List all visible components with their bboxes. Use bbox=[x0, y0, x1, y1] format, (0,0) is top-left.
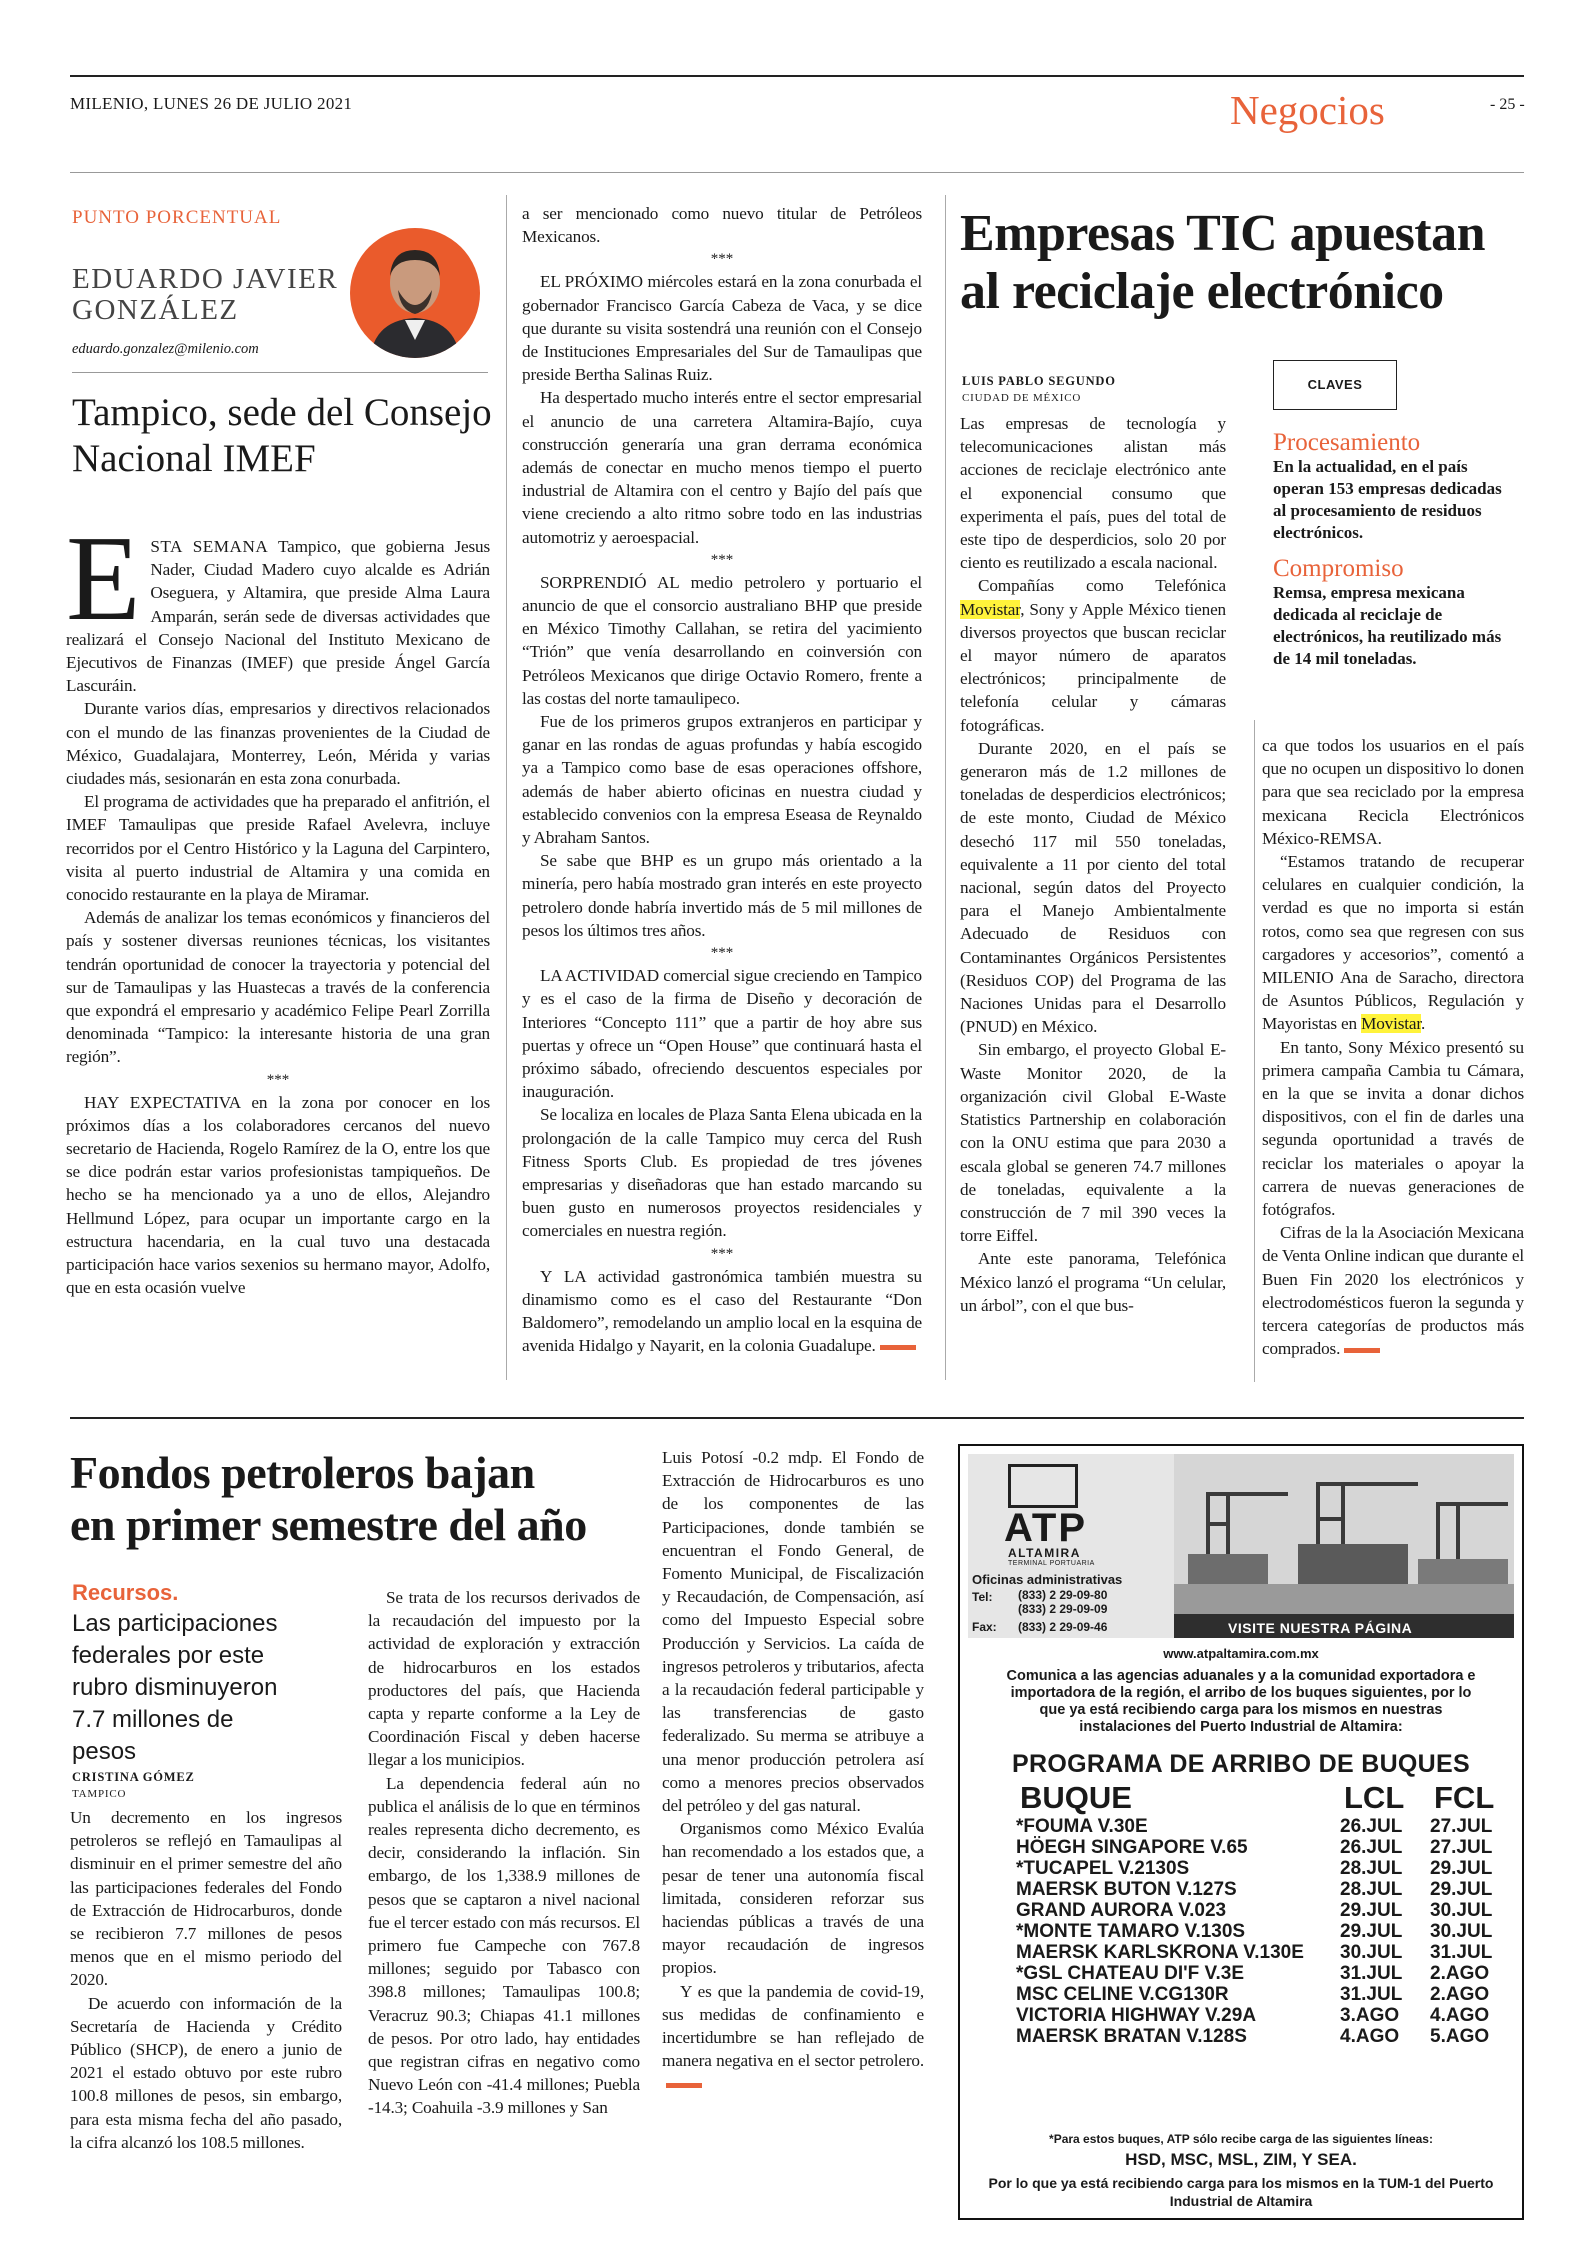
paragraph-text: , Sony y Apple México tienen diversos proyectos que buscan reciclar el mayor número de aparatos electrónicos; principalmente de telefonía celular y cámaras fotográficas. bbox=[960, 599, 1226, 735]
tic-body-col2 bbox=[1262, 734, 1524, 1360]
ship-name: MAERSK KARLSKRONA V.130E bbox=[1016, 1942, 1304, 1963]
ship-row bbox=[1016, 1942, 1516, 1963]
tic-paragraph: Las empresas de tecnología y telecomunicaciones alistan más acciones de reciclaje electrónico ante el exponencial consumo que experimenta el país, pues del total de este tipo de desperdicios, solo 20 por ciento es reutilizado a escala nacional. bbox=[960, 414, 1226, 573]
author-email[interactable]: eduardo.gonzalez@milenio.com bbox=[72, 341, 259, 357]
lead-caps: STA SEMANA bbox=[150, 537, 269, 556]
ship-name: MSC CELINE V.CG130R bbox=[1016, 1984, 1229, 2005]
claves-text: En la actualidad, en el país operan 153 empresas dedicadas al procesamiento de residuos electrónicos. bbox=[1273, 457, 1502, 542]
fondos-body-col2 bbox=[368, 1586, 640, 2120]
atp-logo-sub: ALTAMIRA bbox=[1008, 1546, 1081, 1560]
column-headline: Tampico, sede del Consejo Nacional IMEF bbox=[72, 391, 492, 480]
claves-panel bbox=[1273, 430, 1518, 678]
ship-lcl: 29.JUL bbox=[1340, 1921, 1403, 1942]
ship-row bbox=[1016, 1837, 1516, 1858]
column-paragraph bbox=[522, 571, 922, 710]
separator-stars: *** bbox=[710, 1245, 734, 1262]
ad-top-band bbox=[968, 1454, 1514, 1638]
section-title: Negocios bbox=[1230, 87, 1385, 133]
tic-paragraph: Durante 2020, en el país se generaron más de 1.2 millones de toneladas de desperdicios electrónicos; de este monto, Ciudad de México desechó 117 mil 550 toneladas, equivalente a 11 por ciento del total nacional, según datos del Proyecto para el Manejo Ambientalmente Adecuado de Residuos con Contaminantes Orgánicos Persistentes (Residuos COP) del Programa de las Naciones Unidas para el Desarrollo (PNUD) en México. bbox=[960, 738, 1226, 1037]
page-number: - 25 - bbox=[1490, 96, 1525, 113]
atp-logo-text: ATP bbox=[1004, 1506, 1088, 1550]
paragraph-text: Tampico, que gobierna Jesus Nader, Ciudad Madero cuyo alcalde es Adrián Oseguera, y Altamira, que preside Alma Laura Amparán, serán sede de diversas actividades que realizará el Consejo Nacional del Instituto Mexicano de Ejecutivos de Finanzas (IMEF) que preside Ángel García Lascuráin. bbox=[66, 537, 490, 696]
ship-fcl: 29.JUL bbox=[1430, 1879, 1493, 1900]
column-paragraph: Fue de los primeros grupos extranjeros en participar y ganar en las rondas de aguas profundas y había escogido ya a Tampico como base de esas operaciones offshore, además de haber abierto oficinas en nuestra ciudad y establecido convenios con la empresa Eseasa de Reynaldo y Abraham Santos. bbox=[522, 712, 922, 848]
ship-name: HÖEGH SINGAPORE V.65 bbox=[1016, 1837, 1248, 1858]
ship-row bbox=[1016, 1879, 1516, 1900]
ship-fcl: 27.JUL bbox=[1430, 1816, 1493, 1837]
fondos-paragraph: Luis Potosí -0.2 mdp. El Fondo de Extracción de Hidrocarburos es uno de los componentes de las Participaciones, donde también se encuentran el Fondo General, de Fomento Municipal, de Fiscalización y Recaudación, de Compensación, así como del Impuesto Especial sobre Producción y Servicios. La caída de ingresos petroleros y tributarios, afecta a la recaudación federal participable y las transferencias de gasto federalizado. Su merma se atribuye a una menor producción petrolera así como a menores precios observados del petróleo y del gas natural. bbox=[662, 1448, 924, 1816]
author-photo bbox=[350, 228, 480, 358]
ship-name: GRAND AURORA V.023 bbox=[1016, 1900, 1227, 1921]
column-body-col1 bbox=[66, 511, 490, 1300]
column-paragraph: El programa de actividades que ha preparado el anfitrión, el IMEF Tamaulipas que preside Rafael Avelevra, incluye recorridos por el Centro Histórico y la Laguna del Carpintero, visita al puerto industrial de Altamira y una comida en conocido restaurante en la playa de Miramar. bbox=[66, 792, 490, 905]
ship-lcl: 30.JUL bbox=[1340, 1942, 1403, 1963]
ad-notice: Comunica a las agencias aduanales y a la comunidad exportadora e importadora de la región, el arribo de los buques siguientes, por lo que ya está recibiendo carga para los mismos en nuestras instalaciones del Puerto Industrial de Altamira: bbox=[1006, 1668, 1476, 1735]
separator-stars: *** bbox=[710, 251, 734, 268]
fondos-summary: Las participaciones federales por este rubro disminuyeron 7.7 millones de pesos bbox=[72, 1610, 278, 1765]
claves-label-box bbox=[1273, 360, 1397, 410]
separator-stars: *** bbox=[710, 551, 734, 568]
ship-lcl: 28.JUL bbox=[1340, 1879, 1403, 1900]
claves-text: Remsa, empresa mexicana dedicada al reciclaje de electrónicos, ha reutilizado más de 14 mil toneladas. bbox=[1273, 583, 1502, 668]
fondos-headline-line1: Fondos petroleros bajan bbox=[70, 1447, 535, 1498]
tel-label: Tel: bbox=[972, 1590, 993, 1604]
dropcap: E bbox=[66, 511, 141, 646]
tic-headline-line1: Empresas TIC apuestan bbox=[960, 205, 1486, 262]
ship-name: *FOUMA V.30E bbox=[1016, 1816, 1148, 1837]
ship-fcl: 27.JUL bbox=[1430, 1837, 1493, 1858]
fondos-place: TAMPICO bbox=[72, 1788, 127, 1800]
ship-row bbox=[1016, 1900, 1516, 1921]
tic-paragraph: Sin embargo, el proyecto Global E-Waste Monitor 2020, de la organización civil Global E-Waste Statistics Partnership en colaboración con la ONU estima que para 2030 a escala global se generen 74.7 millones de toneladas, equivalente a la construcción de 7 mil 390 veces la torre Eiffel. bbox=[960, 1040, 1226, 1246]
fondos-paragraph bbox=[662, 1980, 924, 2096]
column-paragraph: Se sabe que BHP es un grupo más orientado a la minería, pero había mostrado gran interés en este proyecto petrolero donde habría invertido más de 5 mil millones de pesos los últimos tres años. bbox=[522, 851, 922, 940]
lead-caps: EL PRÓXIMO bbox=[540, 272, 643, 292]
claves-title: Compromiso bbox=[1273, 555, 1404, 582]
column-paragraph bbox=[522, 270, 922, 386]
lead-caps: HAY EXPECTATIVA bbox=[84, 1092, 241, 1112]
end-mark bbox=[666, 2083, 702, 2088]
tic-paragraph bbox=[1262, 850, 1524, 1036]
ship-fcl: 29.JUL bbox=[1430, 1858, 1493, 1879]
ship-row bbox=[1016, 1963, 1516, 1984]
fondos-byline: CRISTINA GÓMEZ bbox=[72, 1770, 195, 1784]
ship-lcl: 3.AGO bbox=[1340, 2005, 1400, 2026]
paragraph-text: Cifras de la la Asociación Mexicana de Venta Online indican que durante el Buen Fin 2020 los electrónicos y electrodomésticos fueron la segunda y tercera categorías de productos más comprados. bbox=[1262, 1223, 1524, 1359]
ship-row bbox=[1016, 1858, 1516, 1879]
ship-fcl: 30.JUL bbox=[1430, 1900, 1493, 1921]
column-paragraph: Ha despertado mucho interés entre el sector empresarial el anuncio de una carretera Altamira-Bajío, cuya construcción generaría una gran derrama económica además de conectar en mucho menos tiempo el puerto industrial de Altamira con el centro y Bajío del país que viene creciendo a alto ritmo sobre todo en las industrias automotriz y aeroespacial. bbox=[522, 388, 922, 547]
fondos-paragraph: La dependencia federal aún no publica el análisis de lo que en términos reales representa dicho decremento, es decir, considerando la inflación. Sin embargo, de los 1,338.9 millones de pesos que se captaron a nivel nacional fue el tercer estado con más recursos. El primero fue Campeche con 767.8 millones; seguido por Tabasco con 398.8 millones; Tamaulipas 100.8; Veracruz 90.3; Chiapas 41.1 millones de pesos. Por otro lado, hay entidades que registran cifras en negativo como Nuevo León con -41.4 millones; Puebla -14.3; Coahuila -3.9 millones y San bbox=[368, 1773, 640, 2118]
ship-name: *TUCAPEL V.2130S bbox=[1016, 1858, 1190, 1879]
ship-fcl: 5.AGO bbox=[1430, 2026, 1490, 2047]
tic-paragraph: Ante este panorama, Telefónica México lanzó el programa “Un celular, un árbol”, con el que bus- bbox=[960, 1249, 1226, 1315]
col-fcl: FCL bbox=[1434, 1780, 1495, 1815]
tel-2: (833) 2 29-09-09 bbox=[1018, 1602, 1108, 1616]
ship-table-header bbox=[1016, 1780, 1516, 1816]
office-title: Oficinas administrativas bbox=[972, 1572, 1123, 1587]
header-date: MILENIO, LUNES 26 DE JULIO 2021 bbox=[70, 94, 353, 113]
tel-1: (833) 2 29-09-80 bbox=[1018, 1588, 1108, 1602]
end-mark bbox=[1344, 1348, 1380, 1353]
paragraph-text: “Estamos tratando de recuperar celulares en cualquier condición, la verdad es que no importa si están rotos, como sea que regresen con sus cargadores y accesorios”, comentó a MILENIO Ana de Saracho, directora de Asuntos Públicos, Regulación y Mayoristas en bbox=[1262, 852, 1524, 1034]
paragraph-text: . bbox=[1421, 1014, 1426, 1034]
lead-caps: SORPRENDIÓ bbox=[540, 572, 647, 592]
ship-row bbox=[1016, 2005, 1516, 2026]
fondos-paragraph: Se trata de los recursos derivados de la recaudación del impuesto por la actividad de exploración y extracción de hidrocarburos en los estados productores del país, que Hacienda capta y reparte conforme a la Ley de Coordinación Fiscal y deben hacerse llegar a los municipios. bbox=[368, 1588, 640, 1770]
ad-lines: HSD, MSC, MSL, ZIM, Y SEA. bbox=[1125, 2150, 1357, 2169]
author-name-line1: EDUARDO JAVIER bbox=[72, 263, 339, 295]
paragraph-text: en la zona por conocer en los próximos días a los colaboradores cercanos del nuevo secretario de Hacienda, Rogelo Ramírez de la O, entre los que se dice podrán estar varios profesionistas tampiqueños. De hecho se ha mencionado ya a uno de ellos, Alejandro Hellmund López, para ocupar un importante cargo en la estructura hacendaria, en la cual tuvo una destacada participación hace varios sexenios su hermano mayor, Adolfo, que en esta ocasión vuelve bbox=[66, 1092, 490, 1298]
ship-fcl: 31.JUL bbox=[1430, 1942, 1493, 1963]
tic-headline-line2: al reciclaje electrónico bbox=[960, 263, 1444, 320]
fondos-headline-line2: en primer semestre del año bbox=[70, 1499, 587, 1550]
tic-byline: LUIS PABLO SEGUNDO bbox=[962, 374, 1116, 388]
column-paragraph: Se localiza en locales de Plaza Santa Elena ubicada en la prolongación de la calle Tampico muy cerca del Rush Fitness Sports Club. Es propiedad de tres jóvenes empresarias y diseñadoras que han estado marcando su buen gusto en numerosos proyectos residenciales y comerciales en nuestra región. bbox=[522, 1105, 922, 1241]
ad-footnote: *Para estos buques, ATP sólo recibe carga de las siguientes líneas: bbox=[1049, 2132, 1433, 2146]
column-paragraph: Durante varios días, empresarios y directivos relacionados con el mundo de las finanzas provenientes de la Ciudad de México, Guadalajara, Monterrey, León, Mérida y varias ciudades más, sesionarán en esta zona conurbada. bbox=[66, 699, 490, 789]
fondos-paragraph: De acuerdo con información de la Secretaría de Hacienda y Crédito Público (SHCP), de enero a junio de 2021 el estado obtuvo por este rubro 100.8 millones de pesos, sin embargo, para esta misma fecha del año pasado, la cifra alcanzó los 108.5 millones. bbox=[70, 1993, 342, 2152]
ship-lcl: 29.JUL bbox=[1340, 1900, 1403, 1921]
ship-row bbox=[1016, 2026, 1516, 2047]
paragraph-text: AL medio petrolero y portuario el anuncio de que el consorcio australiano BHP que preside en México Timothy Callahan, se retira del yacimiento “Trión” que venía desarrollando en coinversión con Petróleos Mexicanos que dirige Octavio Romero, frente a las costas del norte tamaulipeco. bbox=[522, 572, 922, 708]
ship-lcl: 4.AGO bbox=[1340, 2026, 1400, 2047]
ship-table bbox=[1016, 1780, 1516, 2047]
ship-fcl: 2.AGO bbox=[1430, 1984, 1490, 2005]
lead-caps: LA ACTIVIDAD bbox=[540, 966, 660, 986]
ship-name: *MONTE TAMARO V.130S bbox=[1016, 1921, 1246, 1942]
program-title: PROGRAMA DE ARRIBO DE BUQUES bbox=[1012, 1750, 1470, 1778]
column-paragraph bbox=[66, 511, 490, 697]
fondos-paragraph: Organismos como México Evalúa han recomendado a los estados que, a pesar de tener una autonomía fiscal limitada, consideren reforzar sus haciendas públicas a través de una mayor recaudación de ingresos propios. bbox=[662, 1819, 924, 1978]
paragraph-text: Y es que la pandemia de covid-19, sus medidas de confinamiento e incertidumbre se han reflejado de manera negativa en el sector petrolero. bbox=[662, 1981, 924, 2071]
column-paragraph bbox=[522, 964, 922, 1103]
claves-title: Procesamiento bbox=[1273, 429, 1421, 456]
ship-name: MAERSK BRATAN V.128S bbox=[1016, 2026, 1247, 2047]
highlight-movistar: Movistar bbox=[1361, 1014, 1422, 1034]
tic-paragraph: ca que todos los usuarios en el país que no ocupen un dispositivo lo donen para que sea reciclado por la empresa mexicana Recicla Electrónicos México-REMSA. bbox=[1262, 736, 1524, 848]
fondos-body-col1 bbox=[70, 1806, 342, 2154]
tic-paragraph bbox=[1262, 1221, 1524, 1360]
atp-advertisement[interactable] bbox=[958, 1444, 1524, 2220]
port-cranes-image bbox=[1168, 1454, 1514, 1638]
ship-row bbox=[1016, 1921, 1516, 1942]
atp-logo-icon bbox=[1008, 1464, 1078, 1508]
highlight-movistar: Movistar bbox=[960, 599, 1021, 619]
column-body-col2 bbox=[522, 202, 922, 1357]
ship-lcl: 26.JUL bbox=[1340, 1816, 1403, 1837]
tic-paragraph: En tanto, Sony México presentó su primera campaña Cambia tu Cámara, en la que se invita a donar dichos dispositivos, con el fin de darles una segunda oportunidad a través de reciclar los materiales o apoyar la carrera de nuevas generaciones de fotógrafos. bbox=[1262, 1037, 1524, 1220]
ship-lcl: 28.JUL bbox=[1340, 1858, 1403, 1879]
ship-fcl: 30.JUL bbox=[1430, 1921, 1493, 1942]
column-paragraph: Además de analizar los temas económicos y financieros del país y sostener diversas reuniones técnicas, los visitantes tendrán oportunidad de conocer la trayectoria y potencial del sur de Tamaulipas y las Huastecas a través de la conferencia que expondrá el empresario y académico Felipe Pearl Zorrilla denominada “Tampico: la interesante historia de una gran región”. bbox=[66, 908, 490, 1067]
ship-fcl: 2.AGO bbox=[1430, 1963, 1490, 1984]
paragraph-text: actividad gastronómica también muestra su dinamismo como es el caso del Restaurante “Don Baldomero”, remodelando un amplio local en la esquina de avenida Hidalgo y Nayarit, en la colonia Guadalupe. bbox=[522, 1266, 923, 1356]
paragraph-text: miércoles estará en la zona conurbada el gobernador Francisco García Cabeza de Vaca, y se dice que durante su visita sostendrá una reunión con el Consejo de Instituciones Empresariales del Sur de Tamaulipas que preside Bertha Salinas Ruiz. bbox=[522, 272, 922, 385]
ad-logo-panel bbox=[968, 1454, 1174, 1638]
separator-stars: *** bbox=[266, 1071, 290, 1088]
tic-body-col1 bbox=[960, 412, 1226, 1317]
fax-label: Fax: bbox=[972, 1620, 997, 1634]
atp-logo-sub2: TERMINAL PORTUARIA bbox=[1008, 1560, 1095, 1567]
lead-caps: Y LA bbox=[540, 1266, 586, 1286]
ship-lcl: 31.JUL bbox=[1340, 1963, 1403, 1984]
ship-row bbox=[1016, 1984, 1516, 2005]
end-mark bbox=[880, 1345, 916, 1350]
ad-url[interactable]: www.atpaltamira.com.mx bbox=[1163, 1646, 1319, 1661]
column-paragraph bbox=[66, 1091, 490, 1300]
ship-lcl: 31.JUL bbox=[1340, 1984, 1403, 2005]
ad-closing: Por lo que ya está recibiendo carga para los mismos en la TUM-1 del Puerto Industrial de Altamira bbox=[988, 2175, 1494, 2209]
column-paragraph: a ser mencionado como nuevo titular de Petróleos Mexicanos. bbox=[522, 204, 922, 247]
tic-place: CIUDAD DE MÉXICO bbox=[962, 392, 1082, 404]
column-kicker: PUNTO PORCENTUAL bbox=[72, 207, 282, 228]
ship-lcl: 26.JUL bbox=[1340, 1837, 1403, 1858]
author-name-line2: GONZÁLEZ bbox=[72, 294, 239, 326]
claves-label: CLAVES bbox=[1307, 377, 1363, 392]
paragraph-text: comercial sigue creciendo en Tampico y es el caso de la firma de Diseño y decoración de Interiores “Concepto 111” que a partir de hoy abre sus puertas y ofrece un “Open House” que continuará hasta el próximo sábado, ofreciendo descuentos especiales por inauguración. bbox=[522, 966, 923, 1102]
ship-name: *GSL CHATEAU DI'F V.3E bbox=[1016, 1963, 1244, 1984]
col-lcl: LCL bbox=[1344, 1780, 1405, 1815]
col-buque: BUQUE bbox=[1020, 1780, 1132, 1815]
ship-rows bbox=[1016, 1816, 1516, 2047]
ship-fcl: 4.AGO bbox=[1430, 2005, 1490, 2026]
ship-name: MAERSK BUTON V.127S bbox=[1016, 1879, 1237, 1900]
fondos-body-col3 bbox=[662, 1446, 924, 2096]
column-paragraph bbox=[522, 1265, 922, 1358]
ship-name: VICTORIA HIGHWAY V.29A bbox=[1016, 2005, 1257, 2026]
separator-stars: *** bbox=[710, 945, 734, 962]
fondos-summary-label: Recursos. bbox=[72, 1580, 179, 1605]
fondos-paragraph: Un decremento en los ingresos petroleros se reflejó en Tamaulipas al disminuir en el primer semestre del año las participaciones federales del Fondo de Extracción de Hidrocarburos, donde se recibieron 7.7 millones de pesos menos que en el mismo periodo del 2020. bbox=[70, 1808, 342, 1990]
tic-paragraph bbox=[960, 574, 1226, 736]
visit-page-banner: VISITE NUESTRA PÁGINA bbox=[1228, 1620, 1413, 1636]
fax-number: (833) 2 29-09-46 bbox=[1018, 1620, 1108, 1634]
paragraph-text: Compañías como Telefónica bbox=[978, 576, 1226, 596]
ship-row bbox=[1016, 1816, 1516, 1837]
